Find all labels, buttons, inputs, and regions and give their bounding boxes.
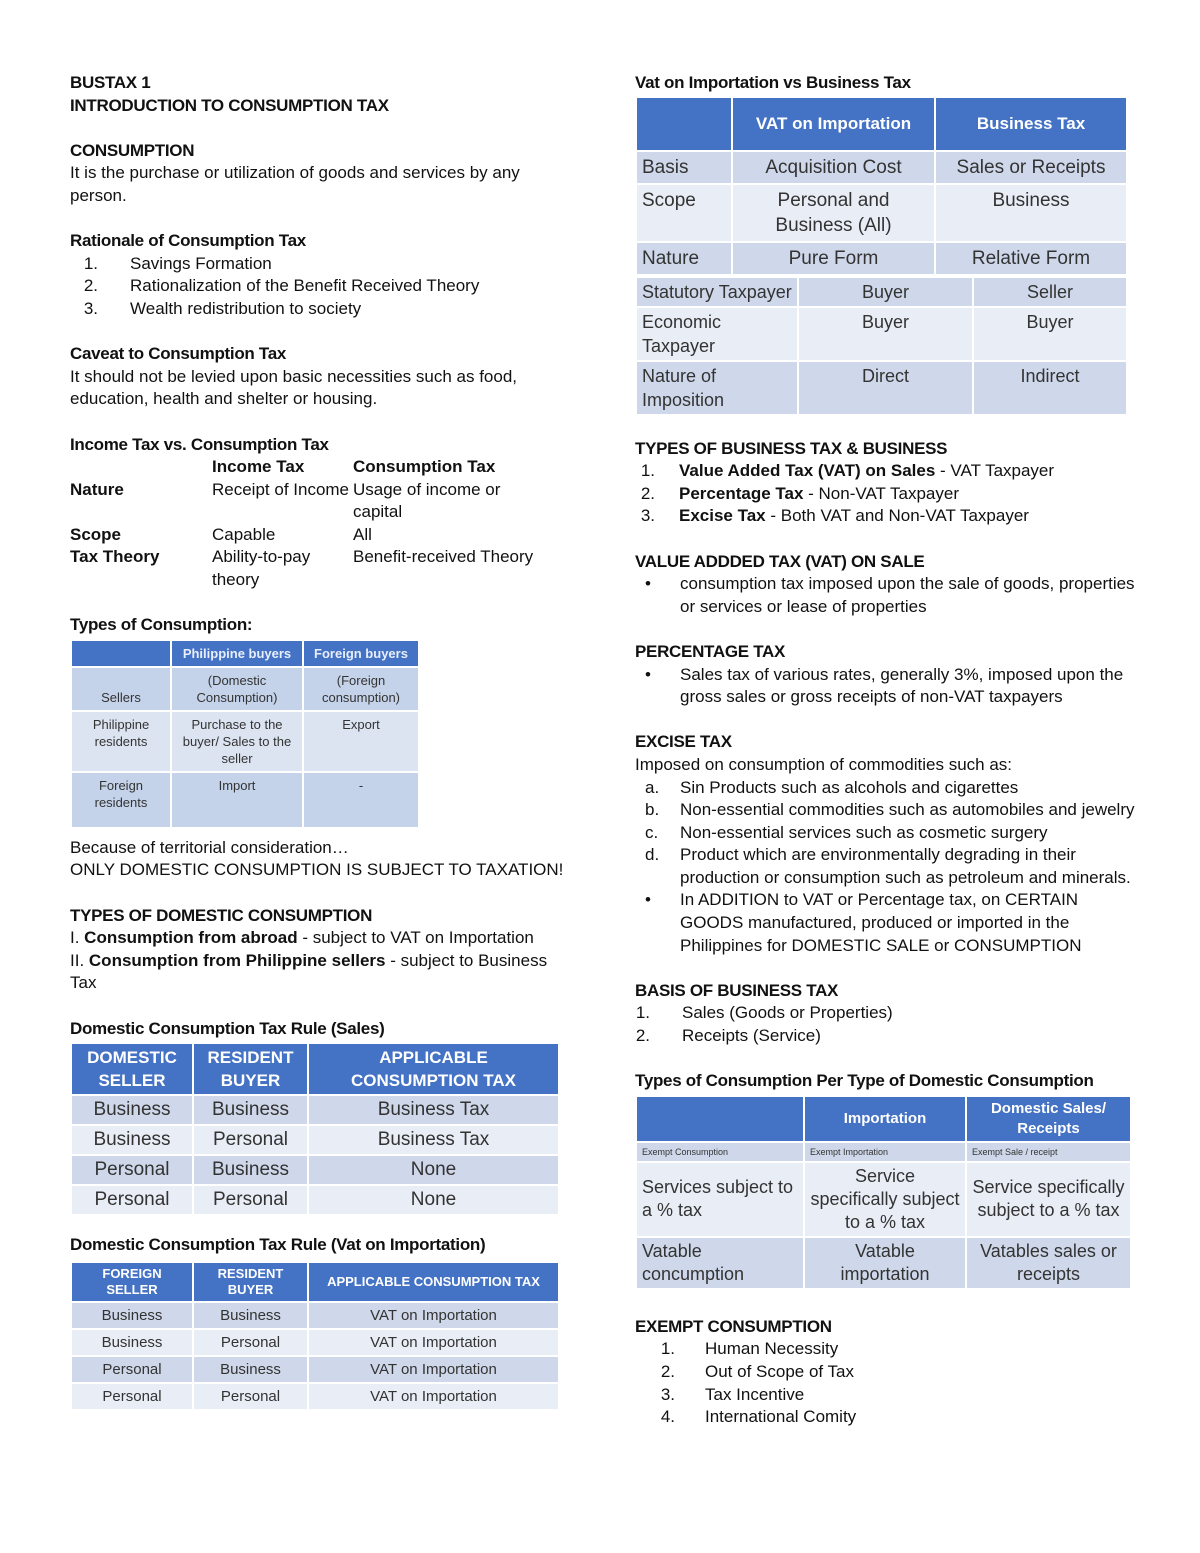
blank-cell [636, 1096, 804, 1142]
cell: Export [303, 711, 419, 772]
domestic-type-ii: II. Consumption from Philippine sellers - subject to Business Tax [70, 950, 548, 993]
course-code: BUSTAX 1 [70, 73, 151, 92]
table-cell: Relative Form [935, 242, 1127, 275]
row-label: Scope [70, 524, 122, 544]
excise-heading: EXCISE TAX [635, 732, 732, 752]
table-cell: Nature [636, 242, 732, 275]
table-cell: Basis [636, 151, 732, 184]
domestic-types-heading: TYPES OF DOMESTIC CONSUMPTION [70, 905, 373, 925]
table-cell: Vatables sales or receipts [966, 1237, 1131, 1289]
cell: All [353, 524, 372, 544]
caveat-line-2: education, health and shelter or housing. [70, 389, 378, 409]
table-header: VAT on Importation [732, 97, 935, 151]
cell: Usage of income or capital [353, 479, 501, 522]
list-item: d. Product which are environmentally degrading in their production or consumption such as petroleum and minerals. [645, 845, 1131, 887]
table-row [71, 1329, 559, 1356]
cell: Sellers [71, 667, 171, 711]
table-cell: Sales or Receipts [935, 151, 1127, 184]
vat-sale-list [635, 573, 1135, 618]
table-cell: Business [193, 1302, 308, 1329]
row-label: Nature [70, 479, 124, 499]
per-type-heading: Types of Consumption Per Type of Domestic Consumption [635, 1071, 1094, 1091]
consumption-text: It is the purchase or utilization of goods and services by any person. [70, 163, 520, 205]
percentage-heading: PERCENTAGE TAX [635, 641, 786, 661]
excise-list [635, 777, 1135, 958]
table-cell: Business [193, 1356, 308, 1383]
table-header: Philippine buyers [171, 640, 303, 667]
table-cell: VAT on Importation [308, 1356, 559, 1383]
income-vs-heading: Income Tax vs. Consumption Tax [70, 434, 329, 454]
table-cell: Personal [71, 1383, 193, 1410]
consumption-heading: CONSUMPTION [70, 140, 195, 160]
table-row [71, 1302, 559, 1329]
table-cell: None [308, 1155, 559, 1185]
rule-sales-table [70, 1042, 560, 1216]
cell: (Foreign consumption) [303, 667, 419, 711]
list-item: 2. Receipts (Service) [635, 1026, 821, 1046]
table-header: Foreign buyers [303, 640, 419, 667]
table-row [71, 667, 419, 711]
blank-cell [71, 640, 171, 667]
table-row [636, 1142, 1131, 1162]
per-type-table [635, 1095, 1132, 1290]
list-item: • Sales tax of various rates, generally 3%, imposed upon the gross sales or gross receipts of non-VAT taxpayers [645, 664, 1124, 707]
rationale-heading: Rationale of Consumption Tax [70, 231, 306, 251]
table-cell: Buyer [798, 277, 973, 307]
table-cell: Pure Form [732, 242, 935, 275]
table-cell: Seller [973, 277, 1127, 307]
list-item: 2. Percentage Tax - Non-VAT Taxpayer [640, 483, 960, 503]
rule-sales-heading: Domestic Consumption Tax Rule (Sales) [70, 1018, 385, 1038]
list-item: 1. Savings Formation [83, 253, 272, 273]
table-cell: Business [71, 1329, 193, 1356]
list-item: 3. Excise Tax - Both VAT and Non-VAT Taxpayer [640, 506, 1029, 526]
table-cell: Nature of Imposition [636, 361, 798, 415]
table-cell: Personal [193, 1329, 308, 1356]
row-label: Tax Theory [70, 547, 160, 567]
table-cell: Indirect [973, 361, 1127, 415]
table-header: APPLICABLE CONSUMPTION TAX [308, 1262, 559, 1302]
exempt-heading: EXEMPT CONSUMPTION [635, 1316, 832, 1336]
excise-intro: Imposed on consumption of commodities such as: [635, 754, 1013, 774]
table-row [71, 1095, 559, 1125]
table-cell: Buyer [973, 307, 1127, 361]
table-cell: Services subject to a % tax [636, 1162, 804, 1237]
table-cell: Direct [798, 361, 973, 415]
table-row [71, 1185, 559, 1215]
cell: (Domestic Consumption) [171, 667, 303, 711]
types-bt-list [635, 460, 1135, 528]
cell: Foreign residents [71, 772, 171, 828]
list-item: 2. Rationalization of the Benefit Received Theory [83, 276, 480, 296]
rule-import-heading: Domestic Consumption Tax Rule (Vat on Importation) [70, 1235, 486, 1255]
table-cell: Exempt Importation [804, 1142, 966, 1162]
consumption-tax-col: Consumption Tax [353, 457, 496, 477]
list-item: 1. Value Added Tax (VAT) on Sales - VAT Taxpayer [640, 461, 1055, 481]
table-row [636, 307, 1127, 361]
table-cell: VAT on Importation [308, 1329, 559, 1356]
types-bt-heading: TYPES OF BUSINESS TAX & BUSINESS [635, 438, 948, 458]
list-item: 2. Out of Scope of Tax [660, 1362, 854, 1381]
table-cell: Personal [193, 1185, 308, 1215]
table-row [636, 1162, 1131, 1237]
list-item: 1. Sales (Goods or Properties) [635, 1003, 893, 1023]
table-cell: Business [71, 1125, 193, 1155]
list-item: 4. International Comity [660, 1407, 857, 1427]
table-row [71, 1383, 559, 1410]
table-cell: Business Tax [308, 1095, 559, 1125]
list-item: b. Non-essential commodities such as automobiles and jewelry [645, 800, 1135, 820]
table-cell: Exempt Consumption [636, 1142, 804, 1162]
right-column [635, 72, 1135, 1429]
page-title: INTRODUCTION TO CONSUMPTION TAX [70, 95, 389, 115]
vat-vs-table [635, 96, 1128, 276]
list-item: c. Non-essential services such as cosmetic surgery [645, 822, 1048, 842]
table-header: Domestic Sales/ Receipts [966, 1096, 1131, 1142]
rule-import-table [70, 1261, 560, 1411]
table-row [71, 1155, 559, 1185]
table-cell: Business [193, 1095, 308, 1125]
cell: Benefit-received Theory [353, 547, 534, 567]
table-header: APPLICABLE CONSUMPTION TAX [308, 1043, 559, 1095]
territorial-note: Because of territorial consideration… [70, 837, 349, 857]
table-row [636, 361, 1127, 415]
cell: Philippine residents [71, 711, 171, 772]
cell: - [303, 772, 419, 828]
table-cell: Personal [71, 1155, 193, 1185]
table-cell: Exempt Sale / receipt [966, 1142, 1131, 1162]
table-row [71, 1356, 559, 1383]
caveat-line-1: It should not be levied upon basic necessities such as food, [70, 366, 518, 386]
table-row [71, 772, 419, 828]
vat-vs-table-2 [635, 276, 1128, 416]
table-cell: Personal [193, 1125, 308, 1155]
table-cell: Personal and Business (All) [732, 184, 935, 242]
domestic-only-note: ONLY DOMESTIC CONSUMPTION IS SUBJECT TO TAXATION! [70, 860, 564, 880]
cell: Ability-to-pay theory [212, 547, 311, 590]
percentage-list [635, 664, 1135, 709]
blank-cell [636, 97, 732, 151]
table-cell: Business [71, 1302, 193, 1329]
table-header: DOMESTIC SELLER [71, 1043, 193, 1095]
table-cell: Vatable concumption [636, 1237, 804, 1289]
table-row [636, 184, 1127, 242]
caveat-heading: Caveat to Consumption Tax [70, 344, 287, 364]
exempt-list [635, 1338, 1135, 1428]
table-cell: Personal [71, 1185, 193, 1215]
types-heading: Types of Consumption: [70, 615, 253, 635]
income-vs-grid [70, 456, 570, 592]
table-cell: Economic Taxpayer [636, 307, 798, 361]
table-row [636, 1237, 1131, 1289]
list-item: 1. Human Necessity [660, 1339, 839, 1359]
table-header: Business Tax [935, 97, 1127, 151]
list-item: • consumption tax imposed upon the sale of goods, properties or services or lease of properties [645, 574, 1135, 616]
list-item: 3. Tax Incentive [660, 1384, 805, 1404]
left-column [70, 72, 570, 1411]
table-row [71, 711, 419, 772]
income-tax-col: Income Tax [212, 457, 305, 477]
table-cell: Business Tax [308, 1125, 559, 1155]
table-cell: Buyer [798, 307, 973, 361]
table-cell: Service specifically subject to a % tax [804, 1162, 966, 1237]
table-row [636, 277, 1127, 307]
table-header: RESIDENT BUYER [193, 1262, 308, 1302]
table-cell: Scope [636, 184, 732, 242]
table-cell: Service specifically subject to a % tax [966, 1162, 1131, 1237]
list-item: a. Sin Products such as alcohols and cigarettes [645, 777, 1019, 797]
list-item: 3. Wealth redistribution to society [83, 298, 362, 318]
types-table [70, 639, 420, 829]
table-row [636, 242, 1127, 275]
vat-sale-heading: VALUE ADDDED TAX (VAT) ON SALE [635, 551, 925, 571]
table-cell: Vatable importation [804, 1237, 966, 1289]
table-cell: Personal [193, 1383, 308, 1410]
table-header: Importation [804, 1096, 966, 1142]
list-item: • In ADDITION to VAT or Percentage tax, on CERTAIN GOODS manufactured, produced or imported in the Philippines for DOMESTIC SALE or CONSUMPTION [645, 890, 1082, 955]
table-cell: Acquisition Cost [732, 151, 935, 184]
table-row [71, 1125, 559, 1155]
table-header: RESIDENT BUYER [193, 1043, 308, 1095]
rationale-list [70, 253, 570, 321]
table-cell: Business [71, 1095, 193, 1125]
table-cell: Business [193, 1155, 308, 1185]
table-cell: Business [935, 184, 1127, 242]
table-cell: None [308, 1185, 559, 1215]
vat-vs-heading: Vat on Importation vs Business Tax [635, 73, 911, 92]
table-cell: VAT on Importation [308, 1302, 559, 1329]
table-cell: VAT on Importation [308, 1383, 559, 1410]
cell: Receipt of Income [212, 479, 350, 499]
basis-heading: BASIS OF BUSINESS TAX [635, 980, 839, 1000]
table-cell: Statutory Taxpayer [636, 277, 798, 307]
table-header: FOREIGN SELLER [71, 1262, 193, 1302]
domestic-type-i: I. Consumption from abroad - subject to VAT on Importation [70, 928, 534, 948]
table-row [636, 151, 1127, 184]
cell: Import [171, 772, 303, 828]
cell: Capable [212, 524, 276, 544]
cell: Purchase to the buyer/ Sales to the seller [171, 711, 303, 772]
table-cell: Personal [71, 1356, 193, 1383]
basis-list [635, 1002, 1135, 1047]
